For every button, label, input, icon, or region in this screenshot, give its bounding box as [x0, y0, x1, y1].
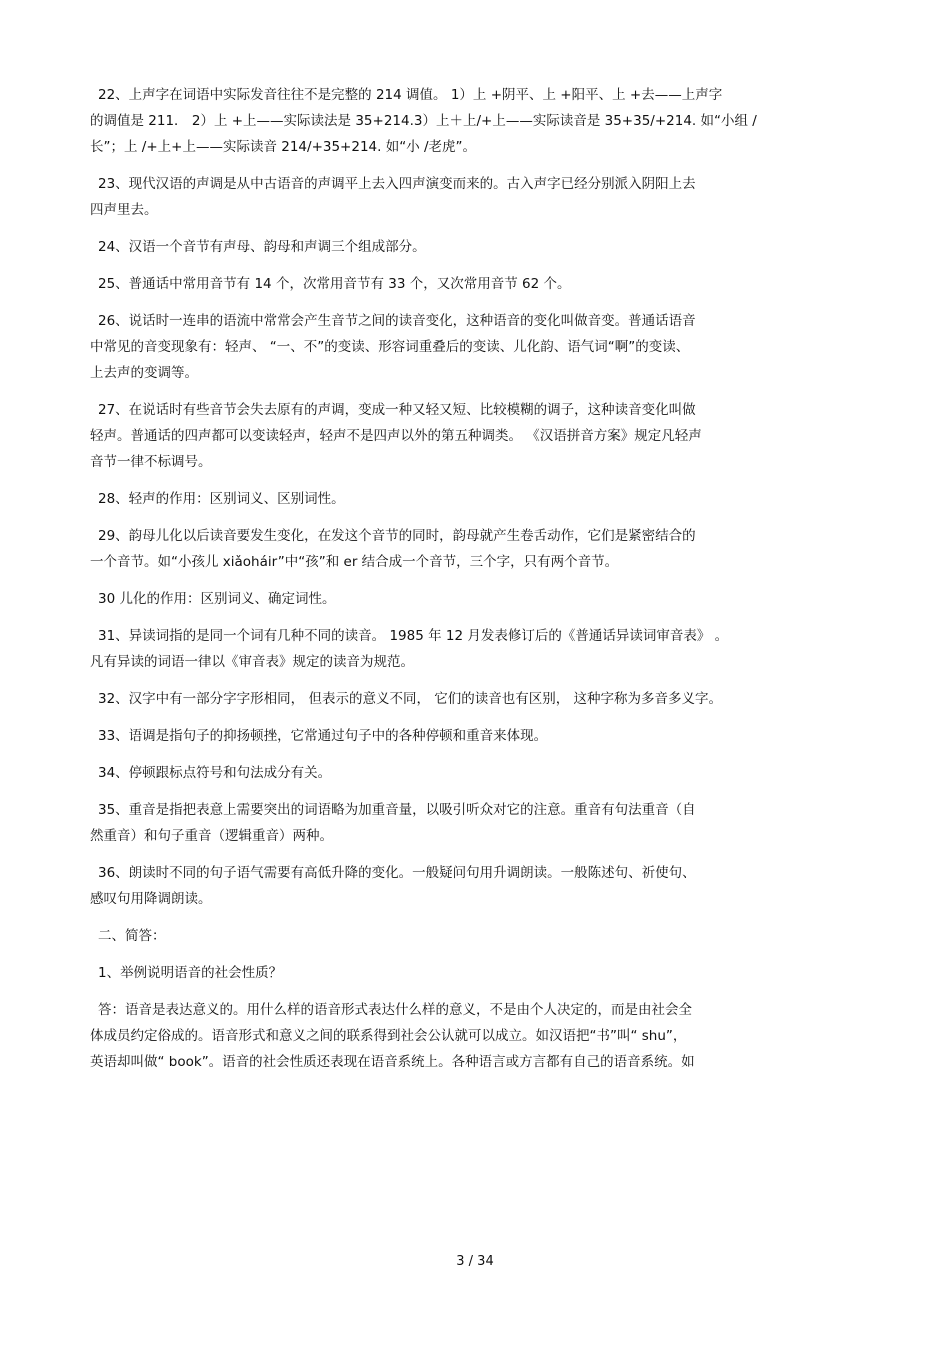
paragraph [90, 723, 860, 749]
paragraph [90, 271, 860, 297]
text-line: 23、现代汉语的声调是从中古语音的声调平上去入四声演变而来的。古入声字已经分别派入阴阳上去 [98, 176, 696, 192]
paragraph [90, 82, 860, 160]
paragraph [90, 308, 860, 386]
text-line: 26、说话时一连串的语流中常常会产生音节之间的读音变化，这种语音的变化叫做音变。普通话语音 [98, 313, 696, 329]
paragraph [90, 234, 860, 260]
paragraph [90, 797, 860, 849]
paragraph [90, 586, 860, 612]
paragraph [90, 397, 860, 475]
text-line: 二、简答： [98, 928, 166, 944]
text-line: 感叹句用降调朗读。 [90, 891, 212, 907]
text-line: 英语却叫做“ book”。语音的社会性质还表现在语音系统上。各种语言或方言都有自己的语音系统。如 [90, 1054, 695, 1070]
text-line: 长”；上 /+上+上——实际读音 214/+35+214. 如“小 /老虎”。 [90, 139, 477, 155]
text-line: 的调值是 211． 2）上 +上——实际读法是 35+214.3）上＋上/+上——实际读音是 35+35/+214. 如“小组 / [90, 113, 757, 129]
text-line: 27、在说话时有些音节会失去原有的声调，变成一种又轻又短、比较模糊的调子，这种读音变化叫做 [98, 402, 696, 418]
paragraph [90, 997, 860, 1075]
paragraph [90, 860, 860, 912]
text-line: 25、普通话中常用音节有 14 个，次常用音节有 33 个，又次常用音节 62 个。 [98, 276, 571, 292]
text-line: 1、举例说明语音的社会性质？ [98, 965, 283, 981]
text-line: 上去声的变调等。 [90, 365, 198, 381]
text-line: 30 儿化的作用：区别词义、确定词性。 [98, 591, 336, 607]
text-line: 34、停顿跟标点符号和句法成分有关。 [98, 765, 332, 781]
text-line: 35、重音是指把表意上需要突出的词语略为加重音量，以吸引听众对它的注意。重音有句法重音（自 [98, 802, 696, 818]
paragraph [90, 623, 860, 675]
paragraph [90, 686, 860, 712]
text-line: 音节一律不标调号。 [90, 454, 212, 470]
text-line: 29、韵母儿化以后读音要发生变化，在发这个音节的同时，韵母就产生卷舌动作，它们是紧密结合的 [98, 528, 696, 544]
text-line: 31、异读词指的是同一个词有几种不同的读音。 1985 年 12 月发表修订后的《普通话异读词审音表》 。 [98, 628, 729, 644]
text-line: 一个音节。如“小孩儿 xiǎoháir”中“孩”和 er 结合成一个音节，三个字，只有两个音节。 [90, 554, 619, 570]
paragraph [90, 171, 860, 223]
text-line: 32、汉字中有一部分字字形相同， 但表示的意义不同， 它们的读音也有区别， 这种字称为多音多义字。 [98, 691, 723, 707]
text-line: 36、朗读时不同的句子语气需要有高低升降的变化。一般疑问句用升调朗读。一般陈述句、祈使句、 [98, 865, 696, 881]
text-line: 33、语调是指句子的抑扬顿挫，它常通过句子中的各种停顿和重音来体现。 [98, 728, 548, 744]
text-line: 四声里去。 [90, 202, 158, 218]
text-line: 答：语音是表达意义的。用什么样的语音形式表达什么样的意义，不是由个人决定的，而是由社会全 [98, 1002, 692, 1018]
paragraph [90, 960, 860, 986]
text-line: 然重音）和句子重音（逻辑重音）两种。 [90, 828, 333, 844]
text-line: 凡有异读的词语一律以《审音表》规定的读音为规范。 [90, 654, 414, 670]
document-body [90, 82, 860, 1086]
paragraph [90, 486, 860, 512]
text-line: 中常见的音变现象有：轻声、 “一、不”的变读、形容词重叠后的变读、儿化韵、语气词“啊”的变读、 [90, 339, 690, 355]
page-number: 3 / 34 [456, 1254, 494, 1269]
text-line: 22、上声字在词语中实际发音往往不是完整的 214 调值。 1）上 +阴平、上 +阳平、上 +去——上声字 [98, 87, 723, 103]
text-line: 28、轻声的作用：区别词义、区别词性。 [98, 491, 345, 507]
text-line: 24、汉语一个音节有声母、韵母和声调三个组成部分。 [98, 239, 426, 255]
text-line: 体成员约定俗成的。语音形式和意义之间的联系得到社会公认就可以成立。如汉语把“书”叫“ shu”， [90, 1028, 687, 1044]
paragraph [90, 923, 860, 949]
paragraph [90, 523, 860, 575]
text-line: 轻声。普通话的四声都可以变读轻声，轻声不是四声以外的第五种调类。 《汉语拼音方案》规定凡轻声 [90, 428, 702, 444]
paragraph [90, 760, 860, 786]
